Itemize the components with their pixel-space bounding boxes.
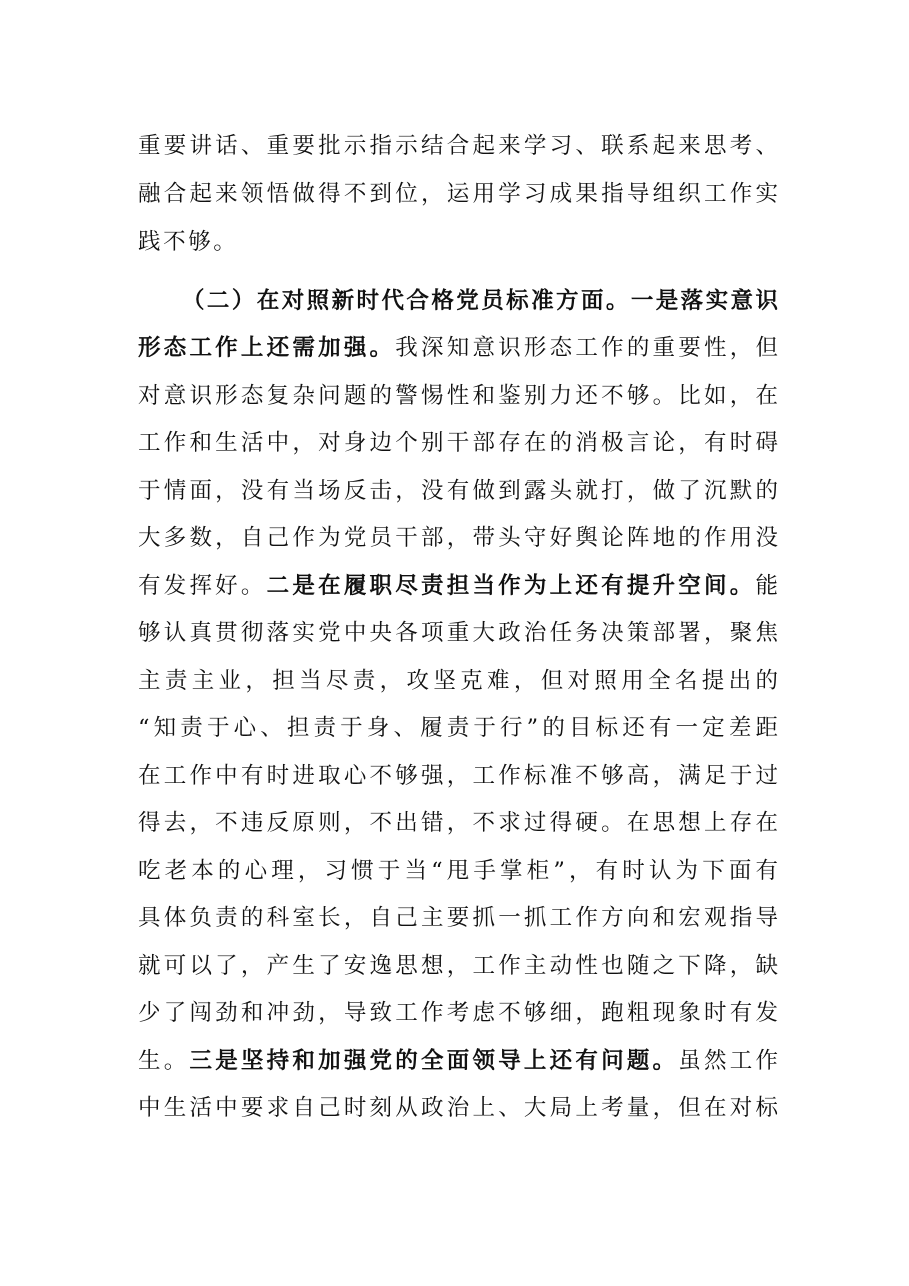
- paragraph-line-11: [138, 613, 778, 653]
- paragraph-line-17: [138, 898, 778, 938]
- paragraph-line-15: [138, 803, 778, 843]
- paragraph-line-2: [138, 174, 778, 214]
- text-segment: 少了闯劲和冲劲，导致工作考虑不够细，跑粗现象时有发: [138, 1000, 778, 1026]
- text-segment: 我深知意识形态工作的重要性，但: [395, 335, 778, 361]
- paragraph-line-13: [138, 708, 778, 748]
- paragraph-line-18: [138, 946, 778, 986]
- paragraph-line-8: [138, 471, 778, 511]
- paragraph-line-21: [138, 1088, 778, 1128]
- text-segment: 于情面，没有当场反击，没有做到露头就打，做了沉默的: [138, 478, 778, 504]
- text-segment: 重要讲话、重要批示指示结合起来学习、联系起来思考、: [138, 133, 778, 159]
- section-heading-line: [182, 281, 778, 321]
- paragraph-line-3: [138, 222, 778, 262]
- text-segment: 得去，不违反原则，不出错，不求过得硬。在思想上存在: [138, 810, 778, 836]
- text-segment: 够认真贯彻落实党中央各项重大政治任务决策部署，聚焦: [138, 620, 778, 646]
- bold-segment: 三是坚持和加强党的全面领导上还有问题。: [189, 1048, 679, 1074]
- paragraph-line-16: [138, 851, 778, 891]
- text-segment: 在工作中有时进取心不够强，工作标准不够高，满足于过: [138, 763, 778, 789]
- text-segment: 主责主业，担当尽责，攻坚克难，但对照用全名提出的: [138, 668, 778, 694]
- text-segment: 吃老本的心理，习惯于当“甩手掌柜”，有时认为下面有: [138, 858, 778, 884]
- text-segment: 能: [755, 573, 778, 599]
- text-segment: 对意识形态复杂问题的警惕性和鉴别力还不够。比如，在: [138, 383, 778, 409]
- text-segment: 大多数，自己作为党员干部，带头守好舆论阵地的作用没: [138, 525, 778, 551]
- paragraph-line-14: [138, 756, 778, 796]
- text-segment: 具体负责的科室长，自己主要抓一抓工作方向和宏观指导: [138, 905, 778, 931]
- text-segment: 虽然工作: [678, 1048, 778, 1074]
- paragraph-line-1: [138, 126, 778, 166]
- bold-segment: 二是在履职尽责担当作为上还有提升空间。: [266, 573, 756, 599]
- paragraph-line-20: [138, 1041, 778, 1081]
- text-segment: 有发挥好。: [138, 573, 267, 599]
- text-segment: 就可以了，产生了安逸思想，工作主动性也随之下降，缺: [138, 953, 778, 979]
- paragraph-line-12: [138, 661, 778, 701]
- text-segment: 融合起来领悟做得不到位，运用学习成果指导组织工作实: [138, 181, 778, 207]
- paragraph-line-19: [138, 993, 778, 1033]
- text-segment: “知责于心、担责于身、履责于行”的目标还有一定差距: [138, 715, 778, 741]
- bold-heading-segment: （二）在对照新时代合格党员标准方面。一是落实意识: [182, 288, 778, 314]
- paragraph-line-6: [138, 376, 778, 416]
- text-segment: 工作和生活中，对身边个别干部存在的消极言论，有时碍: [138, 430, 778, 456]
- paragraph-line-10: [138, 566, 778, 606]
- paragraph-line-5: [138, 328, 778, 368]
- text-segment: 中生活中要求自己时刻从政治上、大局上考量，但在对标: [138, 1095, 778, 1121]
- paragraph-line-7: [138, 423, 778, 463]
- paragraph-line-9: [138, 518, 778, 558]
- text-segment: 践不够。: [138, 229, 239, 255]
- text-segment: 生。: [138, 1048, 190, 1074]
- bold-segment: 形态工作上还需加强。: [138, 335, 396, 361]
